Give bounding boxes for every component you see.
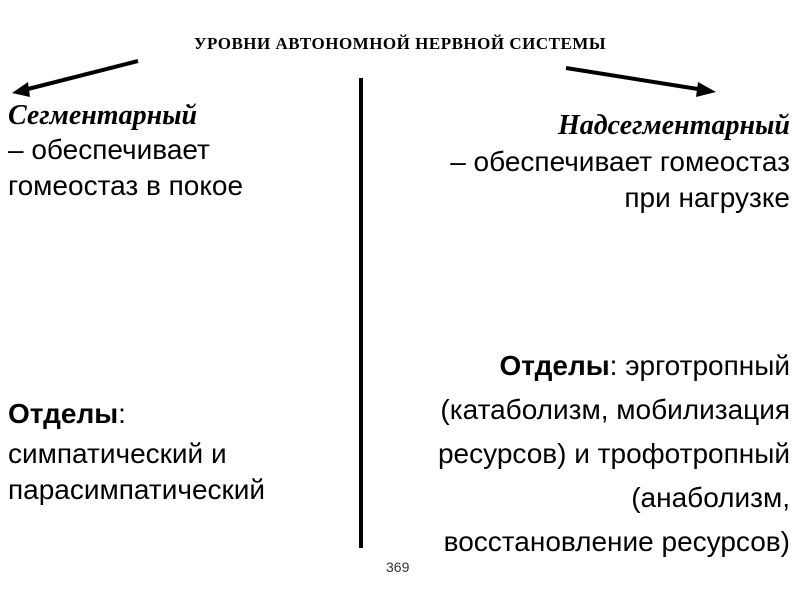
segmental-depts-colon: : [118,398,126,429]
left-arrow-line [24,61,138,90]
segmental-depts-line2: парасимпатический [8,474,266,505]
suprasegmental-depts-line1-row [370,348,790,384]
suprasegmental-depts-line2: (катаболизм, мобилизация [440,394,790,425]
suprasegmental-block [370,110,790,216]
segmental-desc-line2: гомеостаз в покое [8,170,244,201]
left-arrowhead [12,82,30,97]
segmental-desc-line1: – обеспечивает [8,134,210,165]
suprasegmental-departments [370,348,790,560]
suprasegmental-depts-line4: (анаболизм, [631,482,790,513]
suprasegmental-depts-line3: ресурсов) и трофотропный [437,438,790,469]
segmental-depts-title [8,396,348,432]
right-arrowhead [696,82,716,97]
suprasegmental-heading: Надсегментарный [558,110,790,141]
suprasegmental-depts-line1: : эрготропный [609,350,790,381]
segmental-heading: Сегментарный [8,100,198,131]
segmental-depts-line1: симпатический и [8,438,227,469]
suprasegmental-desc-line2: при нагрузке [624,182,790,213]
right-arrow-line [566,68,704,90]
segmental-departments [8,396,348,508]
suprasegmental-depts-label: Отделы [499,350,610,381]
segmental-depts-label: Отделы [8,398,119,429]
column-divider [359,78,363,548]
page-number: 369 [386,559,410,575]
suprasegmental-depts-line5: восстановление ресурсов) [443,526,790,557]
page-title: УРОВНИ АВТОНОМНОЙ НЕРВНОЙ СИСТЕМЫ [193,34,607,53]
segmental-block [8,100,348,204]
suprasegmental-desc-line1: – обеспечивает гомеостаз [450,146,790,177]
